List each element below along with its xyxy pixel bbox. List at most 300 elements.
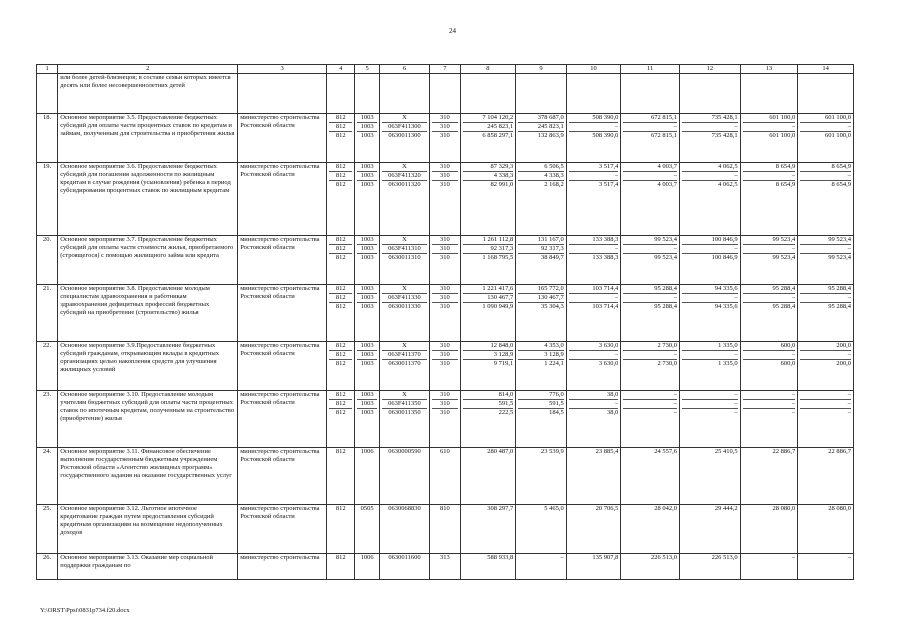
value-line: 810 (440, 505, 450, 512)
value-cell (460, 285, 516, 342)
value-line: 812 (335, 181, 346, 188)
value-line: 1003 (357, 172, 376, 181)
value-line: – (743, 351, 796, 360)
value-line: 601 100,0 (769, 132, 796, 139)
value-line: 22 886,7 (828, 448, 851, 455)
value-line: 735 428,1 (711, 132, 738, 139)
value-line: 310 (432, 236, 457, 245)
value-line: 508 390,0 (569, 114, 619, 123)
value-line: 1003 (360, 360, 374, 367)
value-cell (679, 236, 740, 285)
value-line: 812 (329, 236, 352, 245)
value-line: 103 714,4 (592, 303, 619, 310)
value-cell (327, 554, 355, 580)
value-line: 0630011300 (388, 132, 421, 139)
value-line: 99 523,4 (800, 236, 851, 245)
value-cell (460, 554, 516, 580)
value-line: 310 (432, 400, 457, 409)
table-row (37, 391, 854, 448)
value-line: 063F411310 (382, 245, 428, 254)
value-cell (355, 505, 379, 554)
value-line: 1006 (360, 554, 374, 561)
value-cell (679, 163, 740, 236)
measure-name: Основное мероприятие 3.8. Предоставление молодым специалистам здравоохранения и работникам здравоохранения дефицитных профессий бюджетных субсидий на приобретение (строительство) жилья (58, 285, 238, 342)
value-cell (566, 285, 621, 342)
value-cell (379, 448, 430, 505)
value-line: – (800, 400, 851, 409)
value-line: 3 630,0 (569, 342, 619, 351)
row-number: 20. (37, 236, 58, 285)
value-line: – (743, 294, 796, 303)
value-line: 23 539,9 (541, 448, 564, 455)
value-line: 310 (432, 163, 457, 172)
value-line: 812 (329, 163, 352, 172)
value-cell (679, 391, 740, 448)
value-line: 38,0 (569, 391, 619, 400)
value-line: 94 335,6 (682, 285, 738, 294)
value-cell (740, 236, 798, 285)
value-line: 99 523,4 (828, 254, 851, 261)
value-line: 3 128,9 (463, 351, 514, 360)
value-line: X (382, 285, 428, 294)
value-line: – (800, 172, 851, 181)
value-line: 812 (335, 360, 346, 367)
value-line: – (623, 400, 677, 409)
value-cell (740, 505, 798, 554)
column-number-header: 11 (621, 65, 680, 74)
value-cell (516, 236, 567, 285)
value-line: 308 297,7 (487, 505, 514, 512)
value-cell (516, 163, 567, 236)
column-number-header: 5 (355, 65, 379, 74)
value-cell (621, 163, 680, 236)
value-line: 601 100,0 (825, 132, 851, 139)
value-line: 310 (440, 181, 450, 188)
value-cell (379, 554, 430, 580)
value-line: 601 100,0 (743, 114, 796, 123)
value-line: 100 846,9 (682, 236, 738, 245)
executor: министерство строительства Ростовской области (238, 505, 327, 554)
column-number-header: 2 (58, 65, 238, 74)
value-line: 378 687,0 (518, 114, 564, 123)
value-cell (355, 163, 379, 236)
value-line: 95 288,4 (654, 303, 677, 310)
value-line: 245 823,1 (518, 123, 564, 132)
value-line: – (800, 391, 851, 400)
value-line: 1003 (357, 123, 376, 132)
value-line: 310 (440, 409, 450, 416)
value-line: 1003 (360, 254, 374, 261)
value-line: 310 (432, 351, 457, 360)
value-line: – (743, 391, 796, 400)
value-cell (430, 114, 460, 163)
value-line: 87 329,3 (463, 163, 514, 172)
value-cell (566, 342, 621, 391)
value-line: 95 288,4 (743, 285, 796, 294)
table-row (37, 285, 854, 342)
value-line: – (743, 400, 796, 409)
value-cell (379, 342, 430, 391)
value-line: 4 338,3 (518, 172, 564, 181)
value-cell (516, 342, 567, 391)
value-line: 812 (335, 554, 346, 561)
value-cell (355, 554, 379, 580)
value-line: – (623, 123, 677, 132)
value-line: 310 (432, 342, 457, 351)
value-line: – (673, 409, 677, 416)
value-line: 2 730,0 (657, 360, 677, 367)
value-line: 12 848,0 (463, 342, 514, 351)
measure-name: Основное мероприятие 3.12. Льготное ипотечное кредитование граждан путем предоставления субсидий кредитным организациям на возмещение недополученных доходов (58, 505, 238, 554)
value-line: 1003 (360, 409, 374, 416)
value-cell (379, 114, 430, 163)
value-cell (566, 505, 621, 554)
value-line: 1003 (360, 303, 374, 310)
value-line: 5 465,0 (544, 505, 564, 512)
measure-name: Основное мероприятие 3.11. Финансовое обеспечение выполнения государственным бюджетным учреждением Ростовской области «Агентство жилищных программ» государственного задания на оказание государственных услуг (58, 448, 238, 505)
value-cell (621, 505, 680, 554)
value-cell (566, 163, 621, 236)
value-line: 0630011370 (388, 360, 421, 367)
measure-name: Основное мероприятие 3.5. Предоставление бюджетных субсидий для оплаты части процентных ставок по кредитам и займам, полученным для строительства и приобретения жилья (58, 114, 238, 163)
value-line: – (743, 123, 796, 132)
value-line: 1003 (357, 342, 376, 351)
value-cell (798, 236, 854, 285)
value-cell (430, 505, 460, 554)
page-number: 24 (449, 27, 456, 35)
value-line: 99 523,4 (623, 236, 677, 245)
executor: министерство строительства Ростовской области (238, 163, 327, 236)
measure-name: Основное мероприятие 3.9.Предоставление бюджетных субсидий гражданам, открывающим вклады в кредитных организациях целью накопления средств для улучшения жилищных условий (58, 342, 238, 391)
value-cell (566, 236, 621, 285)
value-line: X (382, 391, 428, 400)
value-line: 812 (335, 254, 346, 261)
value-line: 063F411370 (382, 351, 428, 360)
value-line: 7 104 120,2 (463, 114, 514, 123)
value-cell (566, 448, 621, 505)
value-line: 245 823,1 (463, 123, 514, 132)
value-cell (327, 114, 355, 163)
value-line: 4 353,0 (518, 342, 564, 351)
row-number: 19. (37, 163, 58, 236)
value-line: 92 317,3 (463, 245, 514, 254)
value-line: 063F411350 (382, 400, 428, 409)
value-line: X (382, 342, 428, 351)
value-line: 812 (329, 172, 352, 181)
table-row (37, 505, 854, 554)
row-number: 21. (37, 285, 58, 342)
value-line: 0630011320 (388, 181, 421, 188)
value-line: 812 (329, 245, 352, 254)
value-line: 0630000590 (388, 448, 421, 455)
value-cell (379, 505, 430, 554)
value-line: 133 388,3 (569, 236, 619, 245)
value-line: – (569, 400, 619, 409)
value-line: 310 (440, 303, 450, 310)
value-cell (327, 236, 355, 285)
value-line: 508 390,0 (592, 132, 619, 139)
value-line: 310 (432, 294, 457, 303)
value-line: 1 261 112,8 (463, 236, 514, 245)
column-number-header: 7 (430, 65, 460, 74)
value-cell (621, 236, 680, 285)
column-number-header: 8 (460, 65, 516, 74)
value-cell (460, 114, 516, 163)
value-cell (516, 285, 567, 342)
value-line: 99 523,4 (772, 254, 796, 261)
value-line: 4 062,5 (718, 181, 738, 188)
value-line: X (382, 236, 428, 245)
value-line: – (800, 123, 851, 132)
budget-table (36, 64, 854, 580)
value-cell (327, 342, 355, 391)
value-line: 1003 (357, 114, 376, 123)
table-row (37, 114, 854, 163)
value-line: 310 (432, 391, 457, 400)
value-line: – (682, 245, 738, 254)
value-line: 38,0 (606, 409, 619, 416)
value-cell (327, 505, 355, 554)
column-number-header: 12 (679, 65, 740, 74)
value-line: 130 467,7 (463, 294, 514, 303)
value-line: 591,5 (518, 400, 564, 409)
value-line: 184,5 (549, 409, 564, 416)
value-line: 200,0 (800, 342, 851, 351)
column-number-header: 1 (37, 65, 58, 74)
table-row (37, 163, 854, 236)
value-cell (327, 285, 355, 342)
value-line: – (682, 294, 738, 303)
column-number-header: 3 (238, 65, 327, 74)
value-line: 610 (440, 448, 450, 455)
value-cell (460, 342, 516, 391)
value-line: 4 062,5 (682, 163, 738, 172)
measure-name: Основное мероприятие 3.6. Предоставление бюджетных субсидий для погашения задолженности по жилищным кредитам в случае рождения (усыновления) ребенка в период субсидирования процентных ставок по жилищным кредитам (58, 163, 238, 236)
value-cell (679, 114, 740, 163)
value-line: – (682, 123, 738, 132)
value-cell (430, 391, 460, 448)
value-cell (516, 448, 567, 505)
value-line: 0630011600 (388, 554, 421, 561)
value-line: 133 388,3 (592, 254, 619, 261)
table-row (37, 342, 854, 391)
value-line: 672 815,1 (623, 114, 677, 123)
value-line: 812 (335, 132, 346, 139)
value-line: 95 288,4 (800, 285, 851, 294)
value-line: 6 858 297,1 (482, 132, 514, 139)
value-line: 600,0 (743, 342, 796, 351)
value-cell (679, 554, 740, 580)
value-line: 1003 (357, 391, 376, 400)
value-cell (460, 391, 516, 448)
value-line: 812 (335, 409, 346, 416)
value-line: 1003 (357, 400, 376, 409)
value-cell (679, 505, 740, 554)
value-line: – (623, 391, 677, 400)
value-cell (798, 554, 854, 580)
value-line: X (382, 163, 428, 172)
value-line: 1003 (357, 163, 376, 172)
value-line: 28 042,0 (654, 505, 677, 512)
value-cell (621, 554, 680, 580)
value-cell (740, 114, 798, 163)
value-line: 0630068830 (388, 505, 421, 512)
executor: министерство строительства (238, 554, 327, 580)
table-row (37, 236, 854, 285)
value-line: 20 706,5 (595, 505, 619, 512)
column-number-header: 14 (798, 65, 854, 74)
value-line: 1006 (360, 448, 374, 455)
value-line: – (792, 554, 796, 561)
value-line: 1 168 795,5 (482, 254, 514, 261)
value-cell (621, 391, 680, 448)
row-number: 25. (37, 505, 58, 554)
value-line: 131 167,0 (518, 236, 564, 245)
value-line: 310 (432, 172, 457, 181)
column-number-row (37, 65, 854, 74)
column-number-header: 13 (740, 65, 798, 74)
value-line: 280 487,0 (487, 448, 514, 455)
value-cell (327, 448, 355, 505)
measure-name: Основное мероприятие 3.7. Предоставление бюджетных субсидий для оплаты части стоимости жилья, приобретаемого (строящегося) с помощью жилищного займа или кредита (58, 236, 238, 285)
value-line: 200,0 (836, 360, 851, 367)
value-line: 310 (432, 114, 457, 123)
value-line: 1 335,0 (718, 360, 738, 367)
value-cell (798, 114, 854, 163)
value-cell (430, 554, 460, 580)
value-line: 226 513,0 (650, 554, 677, 561)
value-line: 2 730,0 (623, 342, 677, 351)
value-line: 0630011330 (388, 303, 421, 310)
value-cell (566, 554, 621, 580)
value-cell (798, 163, 854, 236)
value-line: 95 288,4 (623, 285, 677, 294)
value-line: – (623, 351, 677, 360)
value-line: 222,5 (498, 409, 514, 416)
executor: министерство строительства Ростовской области (238, 342, 327, 391)
value-line: 310 (440, 254, 450, 261)
value-line: – (792, 409, 796, 416)
value-cell (460, 236, 516, 285)
value-line: – (800, 294, 851, 303)
value-cell (460, 448, 516, 505)
value-line: 100 846,9 (711, 254, 738, 261)
value-line: 063F411320 (382, 172, 428, 181)
value-cell (430, 236, 460, 285)
value-line: 591,5 (463, 400, 514, 409)
value-line: 063F411330 (382, 294, 428, 303)
value-cell (355, 342, 379, 391)
value-line: 310 (440, 132, 450, 139)
value-line: 4 003,7 (623, 163, 677, 172)
value-line: – (682, 172, 738, 181)
value-cell (460, 505, 516, 554)
value-line: X (382, 114, 428, 123)
value-line: 0630011350 (388, 409, 421, 416)
value-cell (327, 163, 355, 236)
value-line: 103 714,4 (569, 285, 619, 294)
value-line: 1 090 949,9 (482, 303, 514, 310)
value-line: 812 (329, 294, 352, 303)
value-cell (430, 163, 460, 236)
value-line: – (569, 351, 619, 360)
column-number-header: 10 (566, 65, 621, 74)
value-line: 2 168,2 (544, 181, 564, 188)
value-line: 1003 (357, 351, 376, 360)
value-line: 812 (335, 448, 346, 455)
value-line: 9 719,1 (493, 360, 514, 367)
row-number: 23. (37, 391, 58, 448)
value-line: 8 654,9 (743, 163, 796, 172)
value-cell (798, 391, 854, 448)
value-line: 165 772,0 (518, 285, 564, 294)
value-line: 310 (440, 360, 450, 367)
value-cell (679, 342, 740, 391)
value-cell (379, 236, 430, 285)
value-line: 8 654,9 (831, 181, 851, 188)
value-line: 1003 (360, 181, 374, 188)
value-line: 310 (432, 123, 457, 132)
value-line: 3 517,4 (598, 181, 619, 188)
value-line: 95 288,4 (828, 303, 851, 310)
value-cell (679, 285, 740, 342)
value-line: 1003 (357, 285, 376, 294)
value-line: 0505 (360, 505, 374, 512)
value-line: 1003 (357, 294, 376, 303)
value-line: 812 (329, 342, 352, 351)
value-cell (430, 285, 460, 342)
value-line: 135 907,8 (592, 554, 619, 561)
value-line: 92 317,3 (518, 245, 564, 254)
footer-file-path: Y:\ORST\Ppsi\0831p734.f20.docx (40, 607, 130, 614)
value-line: – (682, 351, 738, 360)
value-cell (355, 448, 379, 505)
value-cell (430, 342, 460, 391)
value-line: 29 444,2 (714, 505, 738, 512)
value-line: 4 003,7 (657, 181, 677, 188)
value-line: 8 654,9 (775, 181, 796, 188)
table-row (37, 448, 854, 505)
value-line: 8 654,9 (800, 163, 851, 172)
value-line: 24 557,6 (654, 448, 677, 455)
executor: министерство строительства Ростовской области (238, 391, 327, 448)
value-line: – (560, 554, 564, 561)
value-cell (621, 114, 680, 163)
row-number: 24. (37, 448, 58, 505)
value-line: 132 863,9 (537, 132, 564, 139)
row-number: 18. (37, 114, 58, 163)
table-row (37, 554, 854, 580)
value-line: – (569, 245, 619, 254)
value-cell (740, 342, 798, 391)
value-line: 94 335,6 (714, 303, 738, 310)
value-line: 310 (432, 245, 457, 254)
value-line: 99 523,4 (654, 254, 677, 261)
value-line: 1 221 417,6 (463, 285, 514, 294)
value-line: 130 467,7 (518, 294, 564, 303)
value-line: 3 630,0 (598, 360, 619, 367)
value-line: 776,0 (518, 391, 564, 400)
value-cell (379, 391, 430, 448)
column-number-header: 4 (327, 65, 355, 74)
value-cell (355, 114, 379, 163)
value-line: – (847, 554, 851, 561)
value-cell (798, 448, 854, 505)
row-number: 26. (37, 554, 58, 580)
value-line: 22 886,7 (772, 448, 796, 455)
executor: министерство строительства Ростовской области (238, 448, 327, 505)
continuation-name: или более детей-близнецов; в составе семьи которых имеется десять или более несовершеннолетних детей (58, 74, 238, 114)
